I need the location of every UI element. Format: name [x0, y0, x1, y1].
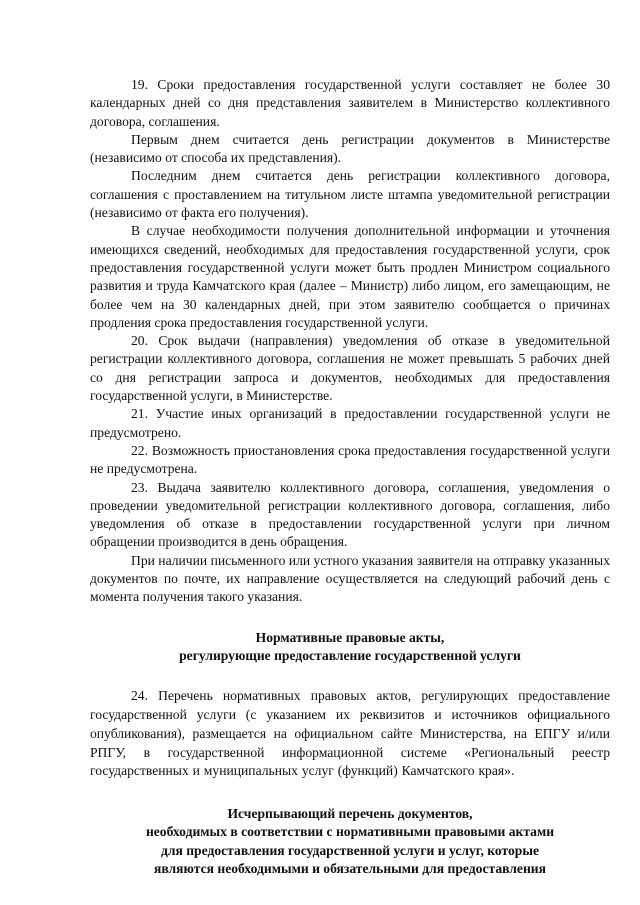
paragraph-first-day: Первым днем считается день регистрации документов в Министерстве (независимо от способа их представления).: [90, 131, 610, 166]
paragraph-22: 22. Возможность приостановления срока предоставления государственной услуги не предусмотрена.: [90, 442, 610, 477]
section-heading-exhaustive-list: [90, 805, 610, 878]
heading-line: для предоставления государственной услуги и услуг, которые: [160, 842, 540, 858]
heading-line: необходимых в соответствии с нормативными правовыми актами: [145, 824, 555, 840]
paragraph-21: 21. Участие иных организаций в предоставлении государственной услуги не предусмотрено.: [90, 406, 610, 440]
paragraph-extension: В случае необходимости получения дополнительной информации и уточнения имеющихся сведений, необходимых для предоставления государственной услуги, срок предоставления государственной услуги может быть продлен Министром социального развития и труда Камчатского края (далее – Министр) либо лицом, его замещающим, не более чем на 30 календарных дней, при этом заявителю сообщается о причинах продления срока предоставления государственной услуги.: [90, 223, 610, 330]
heading-line: регулирующие предоставление государственной услуги: [179, 647, 521, 663]
paragraph-last-day: Последним днем считается день регистрации коллективного договора, соглашения с проставлением на титульном листе штампа уведомительной регистрации (независимо от факта его получения).: [90, 168, 610, 221]
paragraph-20: 20. Срок выдачи (направления) уведомления об отказе в уведомительной регистрации коллективного договора, соглашения не может превышать 5 рабочих дней со дня регистрации запроса и документов, необходимых для предоставления государственной услуги, в Министерстве.: [90, 333, 610, 404]
document-page: [90, 76, 610, 878]
paragraph-19: 19. Сроки предоставления государственной услуги составляет не более 30 календарных дней со дня представления заявителем в Министерство коллективного договора, соглашения.: [90, 77, 610, 129]
paragraph-postal-delivery: При наличии письменного или устного указания заявителя на отправку указанных документов по почте, их направление осуществляется на следующий рабочий день с момента получения такого указания.: [90, 552, 610, 605]
paragraph-23: 23. Выдача заявителю коллективного договора, соглашения, уведомления о проведении уведомительной регистрации коллективного договора, соглашения, либо уведомления об отказе в предоставлении государственной услуги при личном обращении производится в день обращения.: [90, 479, 610, 550]
heading-line: Исчерпывающий перечень документов,: [227, 806, 473, 822]
section-heading-normative-acts: [90, 629, 610, 666]
paragraph-24: 24. Перечень нормативных правовых актов, регулирующих предоставление государственной услуги (с указанием их реквизитов и источников официального опубликования), размещается на официальном сайте Министерства, на ЕПГУ и/или РПГУ, в государственной информационной системе «Региональный реестр государственных и муниципальных услуг (функций) Камчатского края».: [90, 688, 610, 779]
heading-line: являются необходимыми и обязательными для предоставления: [154, 861, 546, 877]
heading-line: Нормативные правовые акты,: [255, 629, 445, 645]
